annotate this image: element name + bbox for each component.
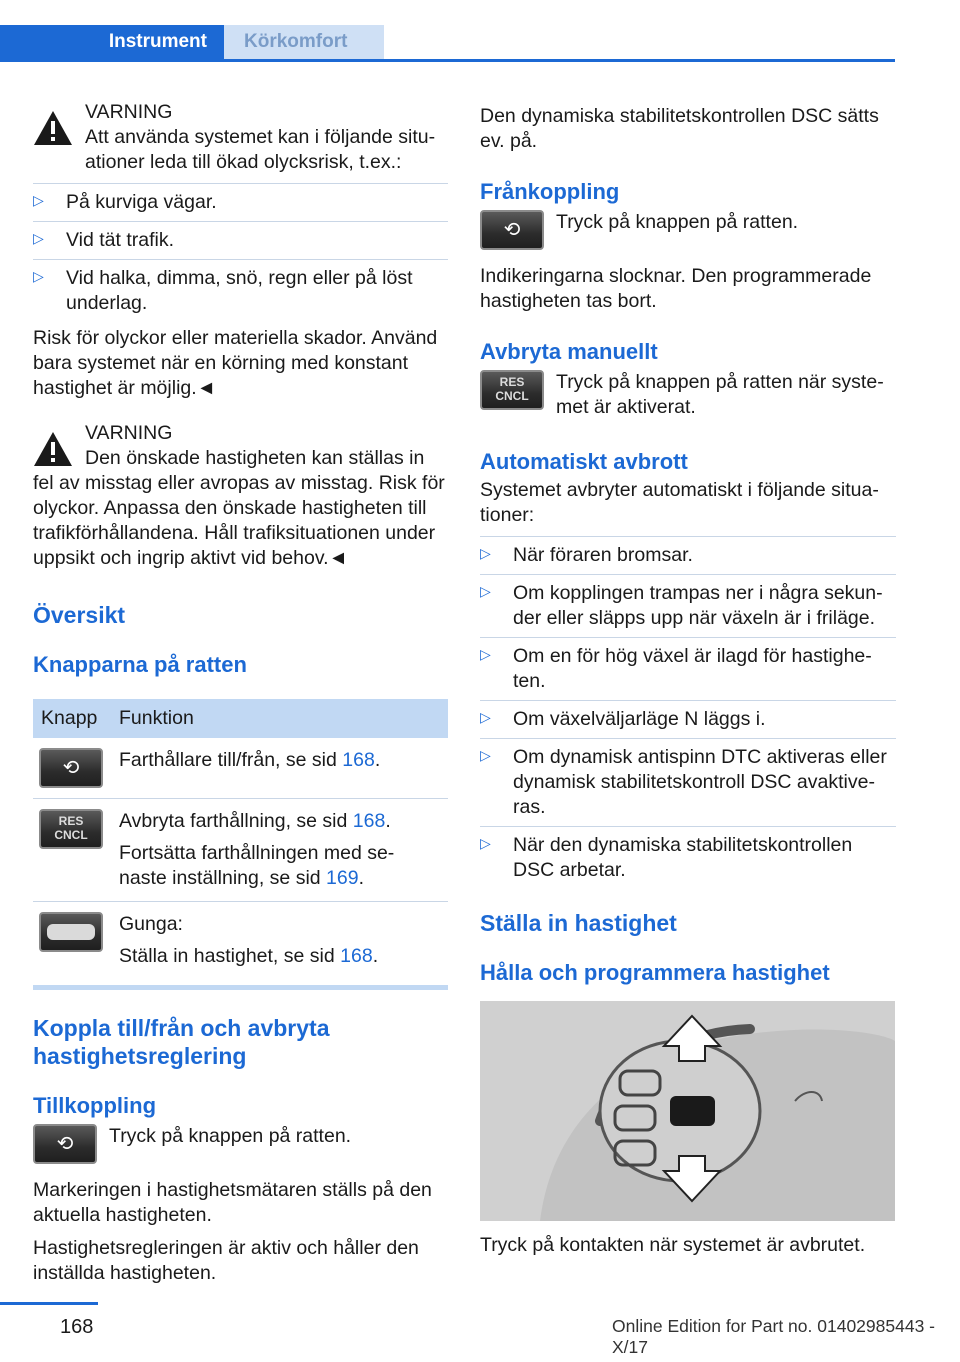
edition-text: Online Edition for Part no. 01402985443 - X/17: [612, 1316, 935, 1357]
triangle-bullet-icon: ▷: [480, 747, 491, 763]
warning-body: Att använda systemet kan i följande situ-ationer leda till ökad olycksrisk, t.ex.:: [85, 126, 436, 173]
triangle-bullet-icon: ▷: [33, 268, 44, 284]
frankoppling-row: ⟲ Tryck på knappen på ratten.: [480, 210, 896, 252]
page-link[interactable]: 168: [342, 749, 375, 771]
auto-heading: Automatiskt avbrott: [480, 449, 688, 474]
left-column: [33, 100, 448, 1286]
page-link[interactable]: 168: [352, 810, 386, 832]
tab-korkomfort[interactable]: Körkomfort: [224, 25, 384, 59]
table-header: Knapp: [33, 699, 111, 738]
speed-heading: Ställa in hastighet: [480, 910, 677, 936]
res-label: RES: [58, 814, 84, 828]
list-item: ▷ Om en för hög växel är ilagd för hastighe-ten.: [480, 637, 896, 700]
warning-triangle-icon: [33, 431, 73, 467]
cruise-control-icon: ⟲: [503, 219, 521, 241]
cruise-control-icon: ⟲: [62, 757, 80, 779]
triangle-bullet-icon: ▷: [480, 583, 491, 599]
list-item: ▷ Om kopplingen trampas ner i några sekun-der eller släpps upp när växeln är i friläge.: [480, 574, 896, 637]
buttons-heading: Knapparna på ratten: [33, 652, 247, 677]
section-heading: Koppla till/från och avbryta hastighetsreglering: [33, 1015, 330, 1069]
list-item: ▷ Vid halka, dimma, snö, regn eller på löst underlag.: [33, 259, 448, 322]
list-item: ▷ Om dynamisk antispinn DTC aktiveras eller dynamisk stabilitetskontroll DSC avaktive-ras.: [480, 738, 896, 826]
warning-block-1: [33, 100, 448, 175]
warning-body: Den önskade hastigheten kan ställas in fel av misstag eller avropas av misstag. Risk för olyckor. Anpassa den önskade hastigheten till trafikförhållandena. Håll trafiksituationen under uppsikt och ingrip aktivt vid behov.◄: [33, 447, 445, 569]
table-row: [33, 799, 448, 902]
photo-caption: Tryck på kontakten när systemet är avbrutet.: [480, 1234, 866, 1256]
button-cell: [33, 902, 111, 978]
overview-heading: Översikt: [33, 602, 126, 628]
list-item: ▷ Om växelväljarläge N läggs i.: [480, 700, 896, 738]
button-cell: [33, 738, 111, 799]
header-tabs: [0, 25, 895, 62]
list-item: ▷ När föraren bromsar.: [480, 536, 896, 574]
table-header: Funktion: [111, 699, 448, 738]
function-cell: Farthållare till/från, se sid 168.: [111, 738, 448, 799]
cruise-control-button-image: [39, 748, 103, 788]
warning-triangle-icon: [33, 110, 73, 146]
paragraph: Markeringen i hastighetsmätaren ställs på den aktuella hastigheten.: [33, 1179, 432, 1226]
list-item: ▷ På kurviga vägar.: [33, 183, 448, 221]
tillkoppling-row: ⟲ Tryck på knappen på ratten.: [33, 1124, 448, 1166]
auto-list: [480, 536, 896, 889]
res-cncl-button-image: [480, 370, 544, 410]
hold-heading: Hålla och programmera hastighet: [480, 960, 830, 985]
tab-instrument[interactable]: Instrument: [0, 25, 224, 59]
cruise-control-button-image: [33, 1124, 97, 1164]
list-item: ▷ Vid tät trafik.: [33, 221, 448, 259]
paragraph: Systemet avbryter automatiskt i följande situa-tioner:: [480, 479, 879, 526]
paragraph: Indikeringarna slocknar. Den programmerade hastigheten tas bort.: [480, 265, 872, 312]
rocker-switch-image: [39, 912, 103, 952]
warning-title: VARNING: [85, 101, 173, 123]
triangle-bullet-icon: ▷: [33, 192, 44, 208]
triangle-bullet-icon: ▷: [480, 646, 491, 662]
table-header-row: [33, 699, 448, 738]
table-row: [33, 902, 448, 978]
steering-wheel-illustration: [480, 1001, 895, 1221]
steering-wheel-photo: [480, 1001, 895, 1221]
warning-block-2: [33, 421, 448, 571]
page-number: 168: [60, 1316, 94, 1338]
tillkoppling-heading: Tillkoppling: [33, 1093, 157, 1118]
warning-title: VARNING: [85, 422, 173, 444]
right-column: [480, 104, 896, 1258]
cruise-control-icon: ⟲: [56, 1133, 74, 1155]
footer-accent-line: [0, 1302, 98, 1305]
triangle-bullet-icon: ▷: [33, 230, 44, 246]
warning-list: [33, 183, 448, 322]
res-label: RES: [499, 375, 525, 389]
paragraph: Den dynamiska stabilitetskontrollen DSC sätts ev. på.: [480, 105, 879, 152]
res-cncl-button-image: [39, 809, 103, 849]
table-footer-bar: [33, 985, 448, 990]
function-cell: Gunga: Ställa in hastighet, se sid 168.: [119, 913, 379, 967]
cruise-control-button-image: [480, 210, 544, 250]
page-link[interactable]: 168: [340, 945, 373, 967]
page-link[interactable]: 169: [326, 867, 359, 889]
triangle-bullet-icon: ▷: [480, 545, 491, 561]
avbryta-heading: Avbryta manuellt: [480, 339, 658, 364]
cncl-label: CNCL: [495, 389, 529, 403]
cncl-label: CNCL: [54, 828, 88, 842]
paragraph: Hastighetsregleringen är aktiv och håller den inställda hastigheten.: [33, 1237, 419, 1284]
table-row: [33, 738, 448, 799]
function-cell: Avbryta farthållning, se sid 168. Fortsätta farthållningen med se-naste inställning, se sid 169.: [111, 799, 448, 902]
button-cell: [33, 799, 111, 902]
avbryta-row: RES CNCL Tryck på knappen på ratten när syste-met är aktiverat.: [480, 370, 896, 420]
button-table: [33, 699, 448, 977]
list-item: ▷ När den dynamiska stabilitetskontrollen DSC arbetar.: [480, 826, 896, 889]
warning-consequence: Risk för olyckor eller materiella skador. Använd bara systemet när en körning med konstant hastighet är möjlig.◄: [33, 327, 438, 399]
triangle-bullet-icon: ▷: [480, 835, 491, 851]
triangle-bullet-icon: ▷: [480, 709, 491, 725]
frankoppling-heading: Frånkoppling: [480, 179, 620, 204]
